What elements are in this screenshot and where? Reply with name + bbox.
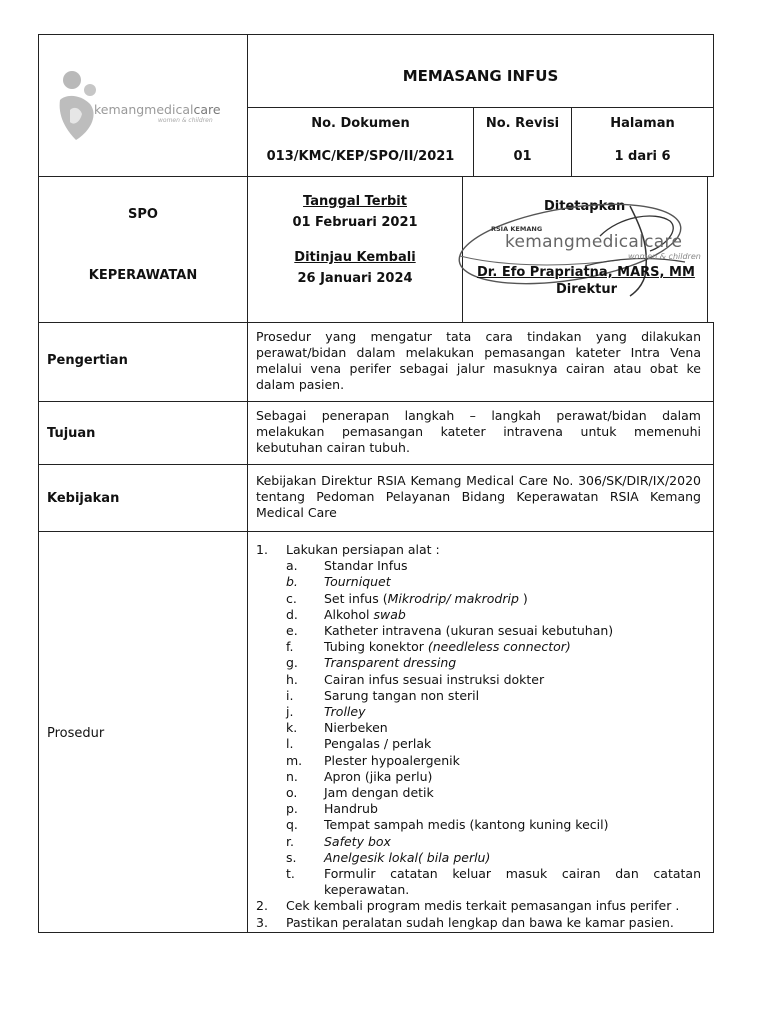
equipment-item-letter: j. bbox=[286, 704, 294, 720]
equipment-item-text: Set infus (Mikrodrip/ makrodrip ) bbox=[324, 590, 528, 606]
equipment-item bbox=[256, 607, 701, 623]
equipment-item-letter: l. bbox=[286, 736, 294, 752]
equipment-item-text: Tubing konektor (needleless connector) bbox=[324, 639, 571, 655]
hospital-logo bbox=[56, 66, 236, 146]
equipment-item-letter: s. bbox=[286, 849, 297, 865]
equipment-item-letter: m. bbox=[286, 752, 303, 768]
doc-number-cell bbox=[247, 107, 474, 177]
equipment-item-text: Nierbeken bbox=[324, 720, 388, 736]
kebijakan-label-cell bbox=[38, 464, 248, 532]
equipment-item-text: Cairan infus sesuai instruksi dokter bbox=[324, 671, 545, 687]
tujuan-text: Sebagai penerapan langkah – langkah perawat/bidan dalam melakukan pemasangan kateter intravena untuk memenuhi kebutuhan cairan tubuh. bbox=[256, 408, 701, 455]
revision-cell bbox=[473, 107, 572, 177]
equipment-item-text: Pengalas / perlak bbox=[324, 736, 432, 752]
director-name: Dr. Efo Prapriatna, MARS, MM bbox=[477, 265, 695, 280]
prosedur-list-cont bbox=[256, 898, 701, 930]
equipment-item bbox=[256, 753, 701, 769]
equipment-item-text: Jam dengan detik bbox=[324, 785, 434, 801]
kebijakan-text: Kebijakan Direktur RSIA Kemang Medical Care No. 306/SK/DIR/IX/2020 tentang Pedoman Pelayanan Bidang Keperawatan RSIA Kemang Medical Care bbox=[256, 473, 701, 520]
reviewed-label: Ditinjau Kembali bbox=[294, 250, 416, 265]
pengertian-text-cell bbox=[247, 322, 714, 402]
equipment-item-text: Tempat sampah medis (kantong kuning kecil) bbox=[324, 817, 609, 833]
equipment-item-text: Safety box bbox=[324, 833, 391, 849]
pengertian-label-cell bbox=[38, 322, 248, 402]
equipment-item bbox=[256, 817, 701, 833]
logo-tagline: women & children bbox=[158, 117, 213, 124]
revision-value: 01 bbox=[513, 149, 532, 164]
equipment-item-text: Transparent dressing bbox=[324, 655, 457, 671]
issued-date: 01 Februari 2021 bbox=[292, 215, 418, 230]
prosedur-text-cell bbox=[247, 531, 714, 933]
revision-label: No. Revisi bbox=[485, 116, 560, 131]
equipment-item-letter: a. bbox=[286, 558, 298, 574]
equipment-item-letter: d. bbox=[286, 606, 298, 622]
prosedur-step-2: 2. Cek kembali program medis terkait pemasangan infus perifer . bbox=[256, 898, 680, 914]
doc-number-label: No. Dokumen bbox=[311, 116, 410, 131]
equipment-item-letter: o. bbox=[286, 785, 298, 801]
equipment-item bbox=[256, 558, 701, 574]
equipment-item bbox=[256, 623, 701, 639]
logo-wordmark: kemangmedicalcare bbox=[94, 102, 221, 117]
equipment-item-letter: t. bbox=[286, 866, 295, 882]
equipment-item-text: Plester hypoalergenik bbox=[324, 752, 460, 768]
equipment-item bbox=[256, 834, 701, 850]
equipment-item-letter: k. bbox=[286, 720, 298, 736]
page-cell bbox=[571, 107, 714, 177]
equipment-item-letter: e. bbox=[286, 623, 298, 639]
equipment-item bbox=[256, 655, 701, 671]
prosedur-label: Prosedur bbox=[47, 726, 105, 741]
equipment-item-letter: g. bbox=[286, 655, 298, 671]
prosedur-step-1: 1. Lakukan persiapan alat : bbox=[256, 542, 440, 557]
equipment-item-text: Alkohol swab bbox=[324, 606, 406, 622]
tujuan-text-cell bbox=[247, 401, 714, 465]
equipment-item bbox=[256, 574, 701, 590]
equipment-item bbox=[256, 591, 701, 607]
reviewed-date: 26 Januari 2024 bbox=[297, 271, 413, 286]
page-value: 1 dari 6 bbox=[614, 149, 671, 164]
equipment-item-letter: r. bbox=[286, 833, 294, 849]
doc-number-value: 013/KMC/KEP/SPO/II/2021 bbox=[266, 149, 455, 164]
equipment-item bbox=[256, 769, 701, 785]
equipment-item-text: Katheter intravena (ukuran sesuai kebutuhan) bbox=[324, 623, 614, 639]
equipment-item-text: Apron (jika perlu) bbox=[324, 768, 433, 784]
equipment-item bbox=[256, 688, 701, 704]
equipment-item bbox=[256, 704, 701, 720]
stamp-top-text: RSIA KEMANG bbox=[491, 225, 543, 233]
equipment-item-text: Standar Infus bbox=[324, 558, 408, 574]
equipment-item-letter: f. bbox=[286, 639, 294, 655]
equipment-item-letter: i. bbox=[286, 687, 294, 703]
kebijakan-text-cell bbox=[247, 464, 714, 532]
equipment-item-letter: p. bbox=[286, 801, 298, 817]
equipment-item-text: Handrub bbox=[324, 801, 378, 817]
tujuan-label: Tujuan bbox=[47, 426, 96, 441]
equipment-item bbox=[256, 785, 701, 801]
kebijakan-label: Kebijakan bbox=[47, 491, 120, 506]
issued-label: Tanggal Terbit bbox=[303, 194, 407, 209]
equipment-item-text: Formulir catatan keluar masuk cairan dan catatan keperawatan. bbox=[324, 866, 701, 898]
equipment-item-text: Trolley bbox=[324, 704, 366, 720]
page-label: Halaman bbox=[610, 116, 675, 131]
equipment-item-letter: q. bbox=[286, 817, 298, 833]
unit-label: KEPERAWATAN bbox=[88, 268, 198, 283]
stamp-sub-text: women & children bbox=[628, 252, 701, 261]
spo-label: SPO bbox=[128, 207, 158, 222]
equipment-item-text: Anelgesik lokal( bila perlu) bbox=[324, 849, 491, 865]
equipment-item bbox=[256, 736, 701, 752]
pengertian-text: Prosedur yang mengatur tata cara tindakan yang dilakukan perawat/bidan dalam melakukan pemasangan kateter Intra Vena melalui vena perifer sebagai jalur masuknya cairan atau obat ke dalam pasien. bbox=[256, 329, 701, 392]
equipment-item bbox=[256, 850, 701, 866]
equipment-item-letter: c. bbox=[286, 590, 297, 606]
equipment-list bbox=[256, 558, 701, 898]
equipment-item bbox=[256, 639, 701, 655]
spo-cell bbox=[38, 176, 248, 323]
prosedur-list bbox=[256, 542, 701, 558]
equipment-item-letter: b. bbox=[286, 574, 298, 590]
director-title: Direktur bbox=[556, 282, 618, 297]
prosedur-label-cell bbox=[38, 531, 248, 933]
equipment-item bbox=[256, 866, 701, 898]
equipment-item bbox=[256, 720, 701, 736]
document-title: MEMASANG INFUS bbox=[247, 34, 714, 108]
date-cell bbox=[247, 176, 463, 323]
equipment-item-text: Tourniquet bbox=[324, 574, 391, 590]
stamp-main-text: kemangmedicalcare bbox=[505, 232, 683, 252]
equipment-item-letter: h. bbox=[286, 671, 298, 687]
tujuan-label-cell bbox=[38, 401, 248, 465]
equipment-item bbox=[256, 801, 701, 817]
approved-label: Ditetapkan bbox=[544, 199, 626, 214]
equipment-item-letter: n. bbox=[286, 768, 298, 784]
pengertian-label: Pengertian bbox=[47, 353, 128, 368]
equipment-item-text: Sarung tangan non steril bbox=[324, 687, 480, 703]
equipment-item bbox=[256, 672, 701, 688]
prosedur-step-3: 3. Pastikan peralatan sudah lengkap dan bawa ke kamar pasien. bbox=[256, 914, 674, 930]
